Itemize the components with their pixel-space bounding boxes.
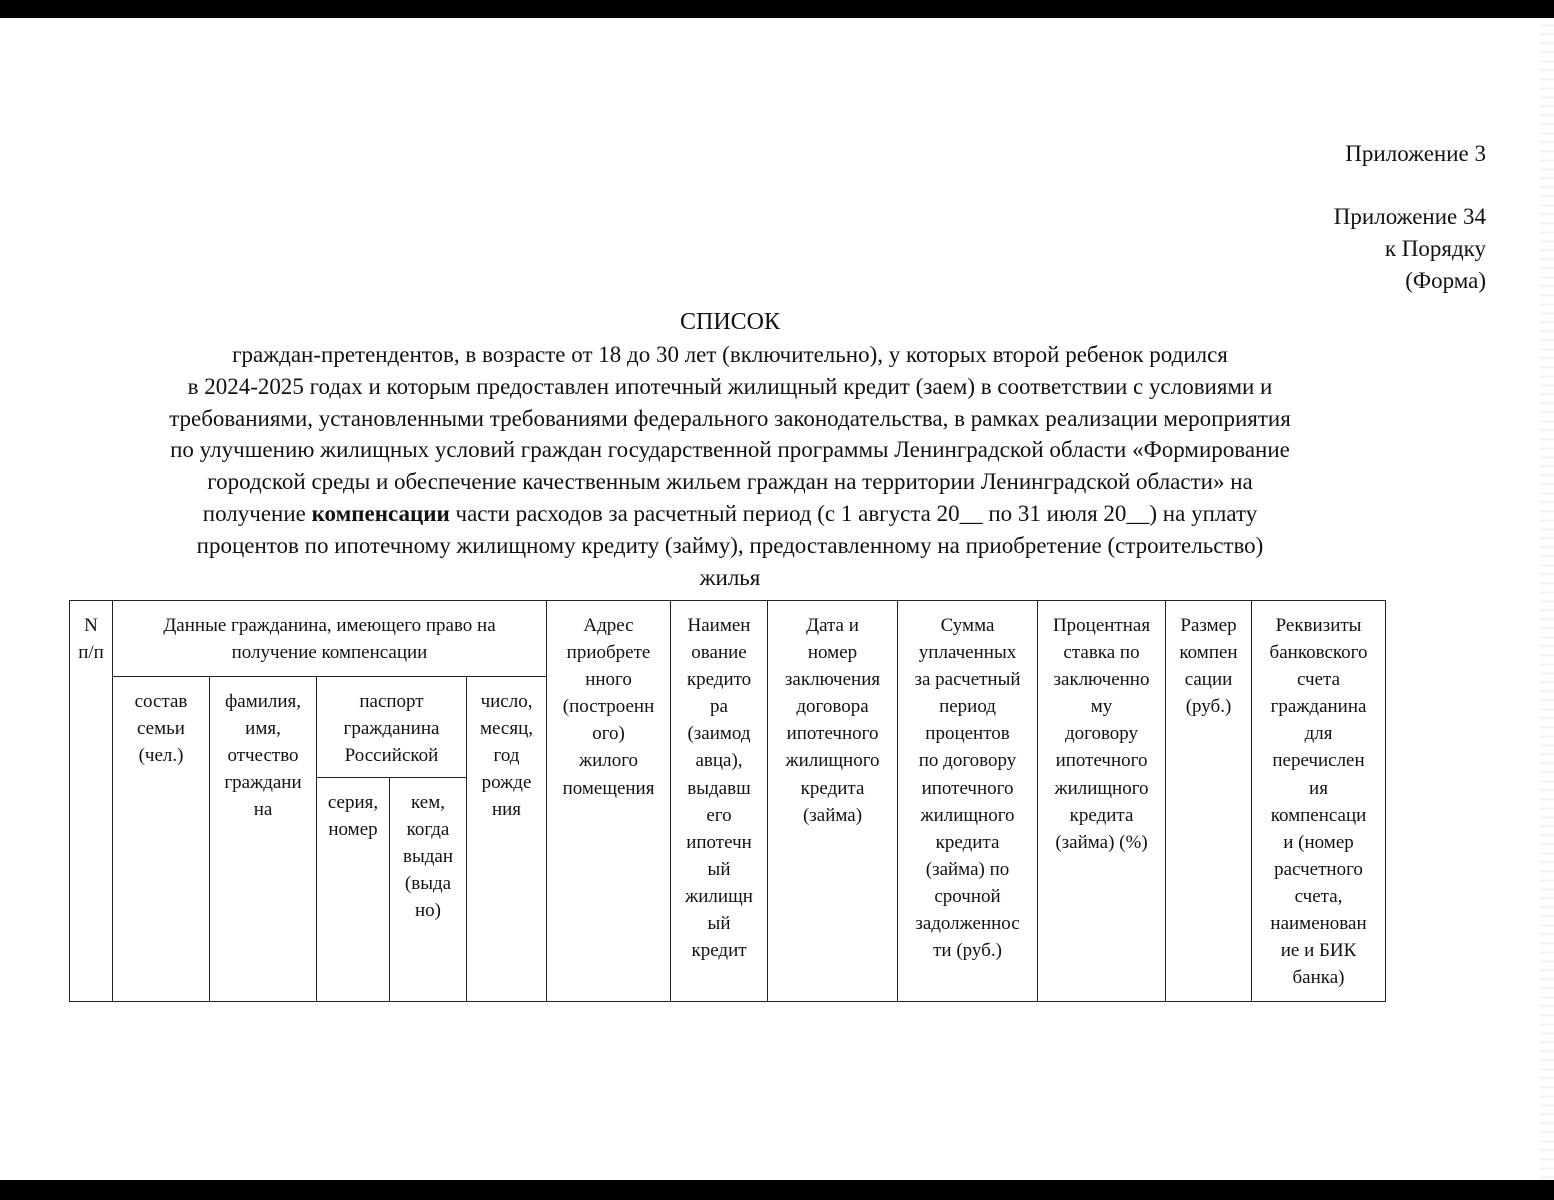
cell-text-line: период — [939, 696, 996, 718]
cell-text-line: когда — [406, 819, 450, 841]
cell-text-line: номер — [807, 642, 858, 664]
cell-text-line: жилищного — [920, 804, 1015, 826]
cell-text-line: договору — [1064, 723, 1139, 745]
cell-text-line: (чел.) — [138, 745, 184, 767]
cell-text-line: год — [493, 745, 520, 767]
cell-text-line: его — [706, 804, 732, 826]
cell-text-line: ие и БИК — [1280, 940, 1357, 962]
cell-text-line: ра — [710, 696, 728, 718]
cell-text-line: (займа) (%) — [1055, 831, 1148, 853]
cell-text-line: Размер — [1180, 615, 1237, 636]
cell-text-line: кредита — [800, 777, 865, 799]
scan-edge — [1540, 18, 1554, 1180]
cell-text-line: N — [84, 615, 98, 636]
cell-text-line: перечислен — [1272, 750, 1365, 772]
cell-text-line: банковского — [1269, 642, 1368, 664]
cell-text-line: Дата и — [806, 615, 859, 636]
cell-text-line: по договору — [918, 750, 1017, 772]
cell-text-line: ти (руб.) — [933, 940, 1002, 962]
header-address — [547, 601, 671, 1002]
cell-text-line: компен — [1179, 642, 1238, 664]
cell-text-line: ый — [707, 913, 731, 935]
cell-text-line: ставка по — [1063, 642, 1140, 664]
cell-text-line: заключения — [784, 669, 881, 691]
cell-text-line: приобрете — [566, 642, 651, 664]
cell-text-line: для — [1304, 723, 1333, 745]
cell-text-line: жилищн — [685, 885, 753, 907]
document-title: СПИСОК — [679, 309, 781, 335]
cell-text-line: граждани — [224, 772, 302, 794]
cell-text-line: за расчетный — [914, 669, 1021, 691]
cell-text-line: ипотечного — [786, 723, 879, 745]
cell-text-line: ование — [691, 642, 747, 664]
header-passport — [317, 677, 467, 778]
cell-text-line: кредита — [1069, 804, 1134, 826]
cell-text-line: паспорт — [359, 691, 424, 712]
cell-text-line: (руб.) — [1185, 696, 1232, 718]
cell-text-line: гражданина — [1270, 696, 1367, 718]
cell-text-line: (займа) — [802, 804, 863, 826]
cell-text-line: компенсаци — [1270, 804, 1367, 826]
cell-text-line: фамилия, — [224, 691, 302, 712]
cell-text-line: Процентная — [1052, 615, 1151, 636]
cell-text-line: получение компенсации — [231, 642, 428, 664]
cell-text-line: выдавш — [687, 777, 751, 799]
cell-text-line: ипотечного — [921, 777, 1014, 799]
cell-text-line: банка) — [1292, 967, 1345, 989]
cell-text-line: Адрес — [583, 615, 634, 636]
cell-text-line: ния — [491, 799, 522, 821]
header-citizen-data — [113, 601, 547, 677]
cell-text-line: состав — [134, 691, 188, 712]
cell-text-line: авца), — [695, 750, 743, 772]
cell-text-line: серия, — [327, 792, 379, 813]
cell-text-line: Сумма — [940, 615, 995, 636]
cell-text-line: (заимод — [687, 723, 751, 745]
cell-text-line: нного — [585, 669, 632, 691]
cell-text-line: ия — [1309, 777, 1328, 799]
cell-text-line: Российской — [344, 745, 439, 767]
cell-text-line: расчетного — [1274, 858, 1363, 880]
cell-text-line: ого) — [592, 723, 625, 745]
citizens-form-table — [69, 600, 1386, 1002]
cell-text-line: но) — [415, 900, 441, 922]
cell-text-line: счета — [1297, 669, 1341, 691]
cell-text-line: семьи — [137, 718, 185, 740]
cell-text-line: ый — [707, 858, 731, 880]
header-passport-issued — [390, 778, 467, 1002]
header-contract — [768, 601, 898, 1002]
document-page — [0, 18, 1554, 1180]
cell-text-line: жилищного — [1054, 777, 1149, 799]
header-row-number — [70, 601, 113, 1002]
cell-text-line: п/п — [78, 642, 104, 664]
cell-text-line: выдан — [402, 846, 453, 868]
cell-text-line: Реквизиты — [1275, 615, 1362, 636]
cell-text-line: кредита — [935, 831, 1000, 853]
annex-34-block: Приложение 34 к Порядку (Форма) — [1333, 204, 1486, 293]
cell-text-line: (построенн — [562, 696, 655, 718]
cell-text-line: задолженнос — [915, 913, 1020, 935]
header-full-name — [210, 677, 317, 1002]
header-family-size — [113, 677, 210, 1002]
cell-text-line: наименован — [1270, 913, 1367, 935]
header-bank-details — [1252, 601, 1386, 1002]
cell-text-line: уплаченных — [918, 642, 1017, 664]
cell-text-line: Наимен — [687, 615, 751, 636]
header-passport-series — [317, 778, 390, 1002]
cell-text-line: договора — [796, 696, 869, 718]
annex-3-label: Приложение 3 — [1345, 141, 1486, 166]
cell-text-line: и (номер — [1283, 831, 1354, 853]
cell-text-line: номер — [328, 819, 378, 841]
cell-text-line: рожде — [481, 772, 532, 794]
cell-text-line: (выда — [404, 873, 452, 895]
document-subtitle: граждан-претендентов, в возрасте от 18 до 30 лет (включительно), у которых второй ребенок родился в 2024-2025 годах и которым предоставлен ипотечный жилищный кредит (заем) в соответствии с условиями и требованиями, установленными требованиями федерального законодательства, в рамках реализации мероприятия по улучшению жилищных условий граждан государственной программы Ленинградской области «Формирование городской среды и обеспечение качественным жильем граждан на территории Ленинградской области» на получение компенсации части расходов за расчетный период (с 1 августа 20__ по 31 июля 20__) на уплату процентов по ипотечному жилищному кредиту (займу), предоставленному на приобретение (строительство) жилья — [169, 342, 1291, 590]
cell-text-line: срочной — [934, 885, 1001, 907]
cell-text-line: ипотечн — [686, 831, 752, 853]
cell-text-line: число, — [480, 691, 533, 712]
header-compensation-amount — [1166, 601, 1252, 1002]
cell-text-line: ипотечного — [1055, 750, 1148, 772]
cell-text-line: му — [1090, 696, 1113, 718]
cell-text-line: сации — [1184, 669, 1233, 691]
header-interest-sum — [898, 601, 1038, 1002]
cell-text-line: кем, — [411, 792, 445, 813]
cell-text-line: Данные гражданина, имеющего право на — [163, 615, 496, 636]
cell-text-line: имя, — [245, 718, 281, 740]
cell-text-line: на — [253, 799, 273, 821]
cell-text-line: жилищного — [785, 750, 880, 772]
cell-text-line: помещения — [562, 777, 655, 799]
cell-text-line: заключенно — [1053, 669, 1150, 691]
cell-text-line: счета, — [1294, 885, 1343, 907]
cell-text-line: кредито — [686, 669, 752, 691]
header-lender — [671, 601, 768, 1002]
cell-text-line: отчество — [227, 745, 299, 767]
cell-text-line: (займа) по — [925, 858, 1010, 880]
cell-text-line: гражданина — [343, 718, 440, 740]
cell-text-line: процентов — [925, 723, 1010, 745]
header-interest-rate — [1038, 601, 1166, 1002]
cell-text-line: месяц, — [479, 718, 534, 740]
cell-text-line: жилого — [578, 750, 639, 772]
header-birth-date — [467, 677, 547, 1002]
cell-text-line: кредит — [691, 940, 747, 962]
